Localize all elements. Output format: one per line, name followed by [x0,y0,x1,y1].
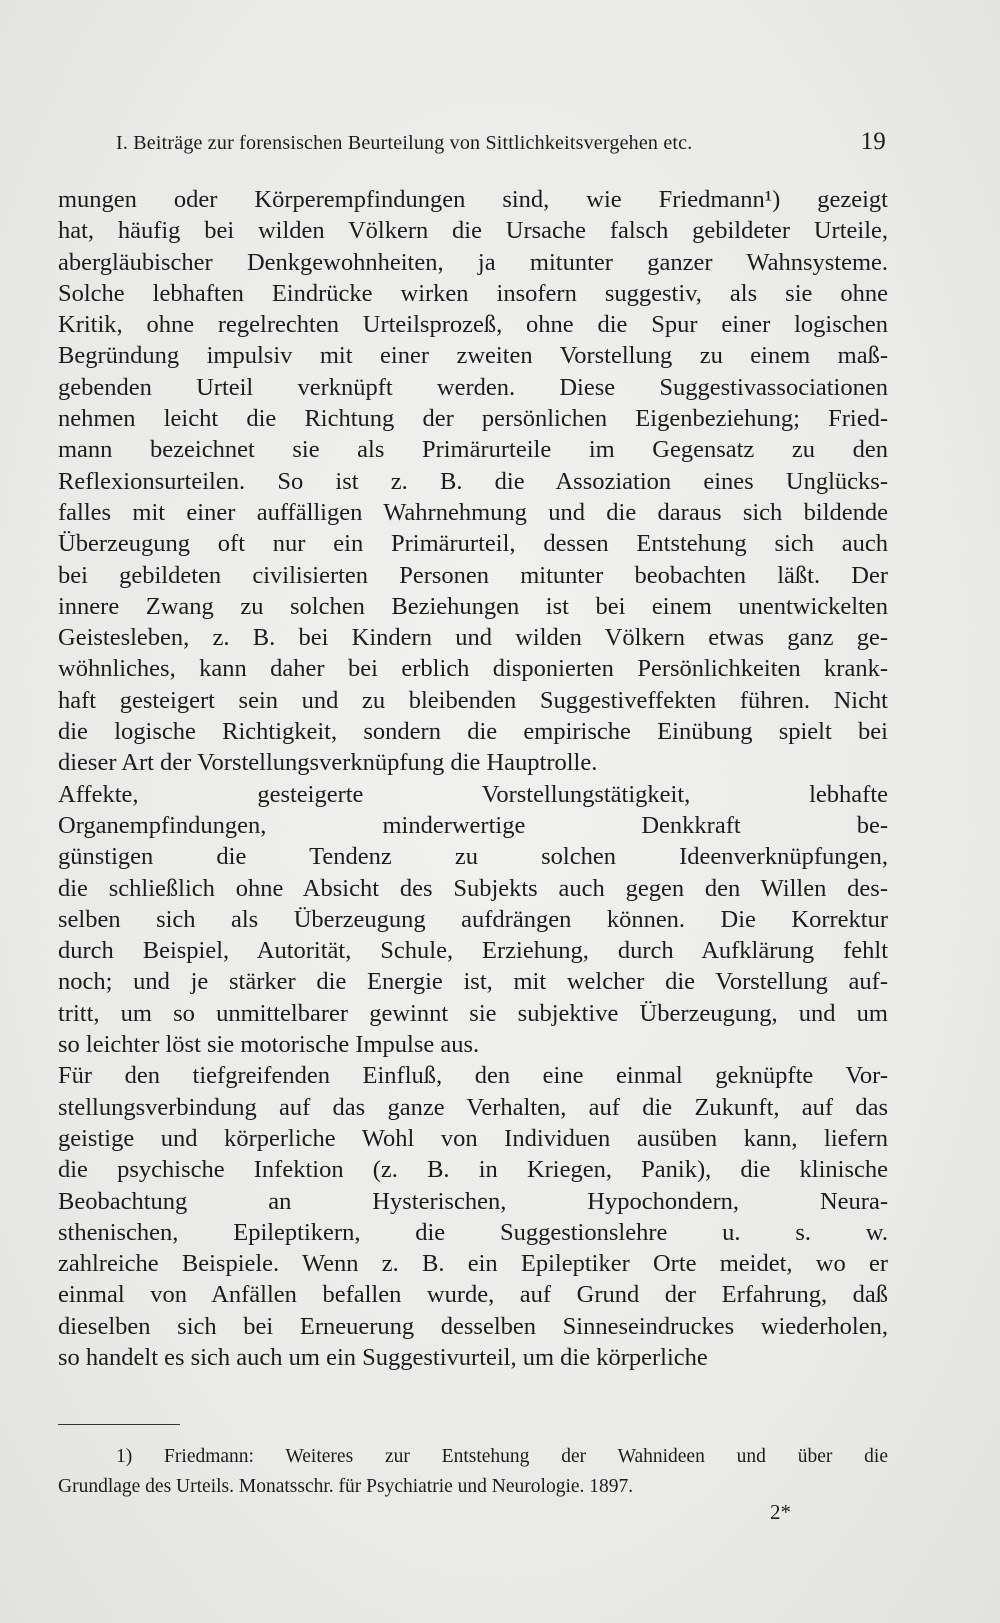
text-line: günstigen die Tendenz zu solchen Ideenverknüpfungen, [58,843,888,871]
text-line: geistige und körperliche Wohl von Individuen ausüben kann, liefern [58,1124,888,1152]
text-line: mungen oder Körperempfindungen sind, wie Friedmann¹) gezeigt [58,186,888,213]
text-line: abergläubischer Denkgewohnheiten, ja mitunter ganzer Wahnsysteme. [58,248,888,276]
text-line: bei gebildeten civilisierten Personen mitunter beobachten läßt. Der [58,561,888,589]
text-line: die schließlich ohne Absicht des Subjekts auch gegen den Willen des- [58,874,888,902]
text-line: sthenischen, Epileptikern, die Suggestionslehre u. s. w. [58,1218,888,1246]
text-line: selben sich als Überzeugung aufdrängen können. Die Korrektur [58,905,888,933]
text-line: Solche lebhaften Eindrücke wirken insofern suggestiv, als sie ohne [58,279,888,307]
text-line: gebenden Urteil verknüpft werden. Diese Suggestivassociationen [58,373,888,401]
page-number: 19 [860,128,886,155]
text-line: dieselben sich bei Erneuerung desselben Sinneseindruckes wiederholen, [58,1312,888,1340]
footnote-line: Grundlage des Urteils. Monatsschr. für Psychiatrie und Neurologie. 1897. [58,1476,634,1497]
text-line: zahlreiche Beispiele. Wenn z. B. ein Epileptiker Orte meidet, wo er [58,1250,888,1278]
text-line: Kritik, ohne regelrechten Urteilsprozeß, ohne die Spur einer logischen [58,311,888,339]
text-line: durch Beispiel, Autorität, Schule, Erziehung, durch Aufklärung fehlt [58,937,888,965]
signature-mark: 2* [770,1500,791,1524]
footnote [58,1442,888,1502]
running-header [116,128,886,160]
text-line: nehmen leicht die Richtung der persönlichen Eigenbeziehung; Fried- [58,405,888,433]
text-line: dieser Art der Vorstellungsverknüpfung die Hauptrolle. [58,749,598,777]
text-line: wöhnliches, kann daher bei erblich disponierten Persönlichkeiten krank- [58,655,888,683]
text-line: innere Zwang zu solchen Beziehungen ist bei einem unentwickelten [58,592,888,620]
text-line: Geistesleben, z. B. bei Kindern und wilden Völkern etwas ganz ge- [58,624,888,652]
text-line: tritt, um so unmittelbarer gewinnt sie subjektive Überzeugung, und um [58,999,888,1027]
text-line: Überzeugung oft nur ein Primärurteil, dessen Entstehung sich auch [58,530,888,558]
text-line: die logische Richtigkeit, sondern die empirische Einübung spielt bei [58,718,888,746]
text-line: stellungsverbindung auf das ganze Verhalten, auf die Zukunft, auf das [58,1093,888,1121]
text-line: einmal von Anfällen befallen wurde, auf Grund der Erfahrung, daß [58,1281,888,1309]
text-line: die psychische Infektion (z. B. in Kriegen, Panik), die klinische [58,1156,888,1184]
text-line: haft gesteigert sein und zu bleibenden Suggestiveffekten führen. Nicht [58,686,888,714]
running-title: I. Beiträge zur forensischen Beurteilung von Sittlichkeitsvergehen etc. [116,132,693,154]
text-line: Begründung impulsiv mit einer zweiten Vorstellung zu einem maß- [58,342,888,370]
body-text [58,184,888,1373]
text-line: hat, häufig bei wilden Völkern die Ursache falsch gebildeter Urteile, [58,217,888,245]
text-line: so leichter löst sie motorische Impulse aus. [58,1031,480,1059]
text-line: Affekte, gesteigerte Vorstellungstätigkeit, lebhafte [58,780,888,808]
text-line: mann bezeichnet sie als Primärurteile im Gegensatz zu den [58,436,888,464]
text-line: Reflexionsurteilen. So ist z. B. die Assoziation eines Unglücks- [58,467,888,495]
footnote-line: 1) Friedmann: Weiteres zur Entstehung der Wahnideen und über die [116,1446,888,1467]
text-line: Organempfindungen, minderwertige Denkkraft be- [58,811,888,839]
text-line: so handelt es sich auch um ein Suggestivurteil, um die körperliche [58,1343,708,1371]
footnote-rule [58,1424,180,1425]
text-line: noch; und je stärker die Energie ist, mit welcher die Vorstellung auf- [58,968,888,996]
text-line: Beobachtung an Hysterischen, Hypochondern, Neura- [58,1187,888,1215]
text-line: Für den tiefgreifenden Einfluß, den eine einmal geknüpfte Vor- [58,1062,888,1090]
text-line: falles mit einer auffälligen Wahrnehmung und die daraus sich bildende [58,498,888,526]
